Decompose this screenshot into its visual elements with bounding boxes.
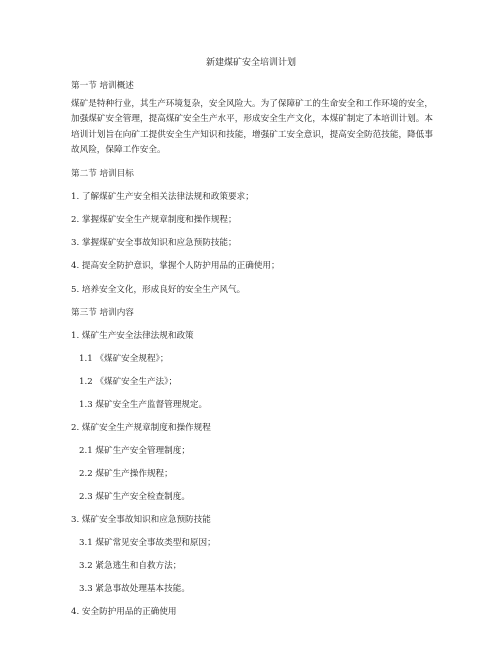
content-group-2-title: 2. 煤矿安全生产规章制度和操作规程 [71,423,211,433]
goal-item-4: 4. 提高安全防护意识，掌握个人防护用品的正确使用； [71,261,280,271]
goal-item-2: 2. 掌握煤矿安全生产规章制度和操作规程； [71,215,237,225]
section1-heading: 第一节 培训概述 [71,81,134,91]
content-item-1-1: 1.1 《煤矿安全规程》； [79,354,169,364]
content-item-2-2: 2.2 煤矿生产操作规程； [79,469,173,479]
goal-item-5: 5. 培养安全文化，形成良好的安全生产风气。 [71,285,246,295]
content-item-1-2: 1.2 《煤矿安全生产法》； [79,377,178,387]
content-group-4-title: 4. 安全防护用品的正确使用 [71,607,177,617]
content-item-2-1: 2.1 煤矿生产安全管理制度； [79,446,190,456]
content-group-3-title: 3. 煤矿安全事故知识和应急预防技能 [71,515,211,525]
section1-body: 煤矿是特种行业，其生产环境复杂，安全风险大。为了保障矿工的生命安全和工作环境的安全，加强煤矿安全管理，提高煤矿安全生产水平，形成安全生产文化，本煤矿制定了本培训计划。本培训计划旨在向矿工提供安全生产知识和技能，增强矿工安全意识，提高安全防范技能，降低事故风险，保障工作安全。 [71,99,433,156]
goal-item-3: 3. 掌握煤矿安全事故知识和应急预防技能； [71,238,237,248]
content-item-3-1: 3.1 煤矿常见安全事故类型和原因； [79,538,216,548]
content-item-1-3: 1.3 煤矿安全生产监督管理规定。 [79,400,208,410]
content-item-3-2: 3.2 紧急逃生和自救方法； [79,561,182,571]
section3-heading: 第三节 培训内容 [71,308,134,318]
document-title: 新建煤矿安全培训计划 [205,58,296,68]
content-item-2-3: 2.3 煤矿生产安全检查制度。 [79,492,190,502]
content-group-1-title: 1. 煤矿生产安全法律法规和政策 [71,331,194,341]
goal-item-1: 1. 了解煤矿生产安全相关法律法规和政策要求； [71,192,254,202]
section2-heading: 第二节 培训目标 [71,169,134,179]
content-item-3-3: 3.3 紧急事故处理基本技能。 [79,584,190,594]
